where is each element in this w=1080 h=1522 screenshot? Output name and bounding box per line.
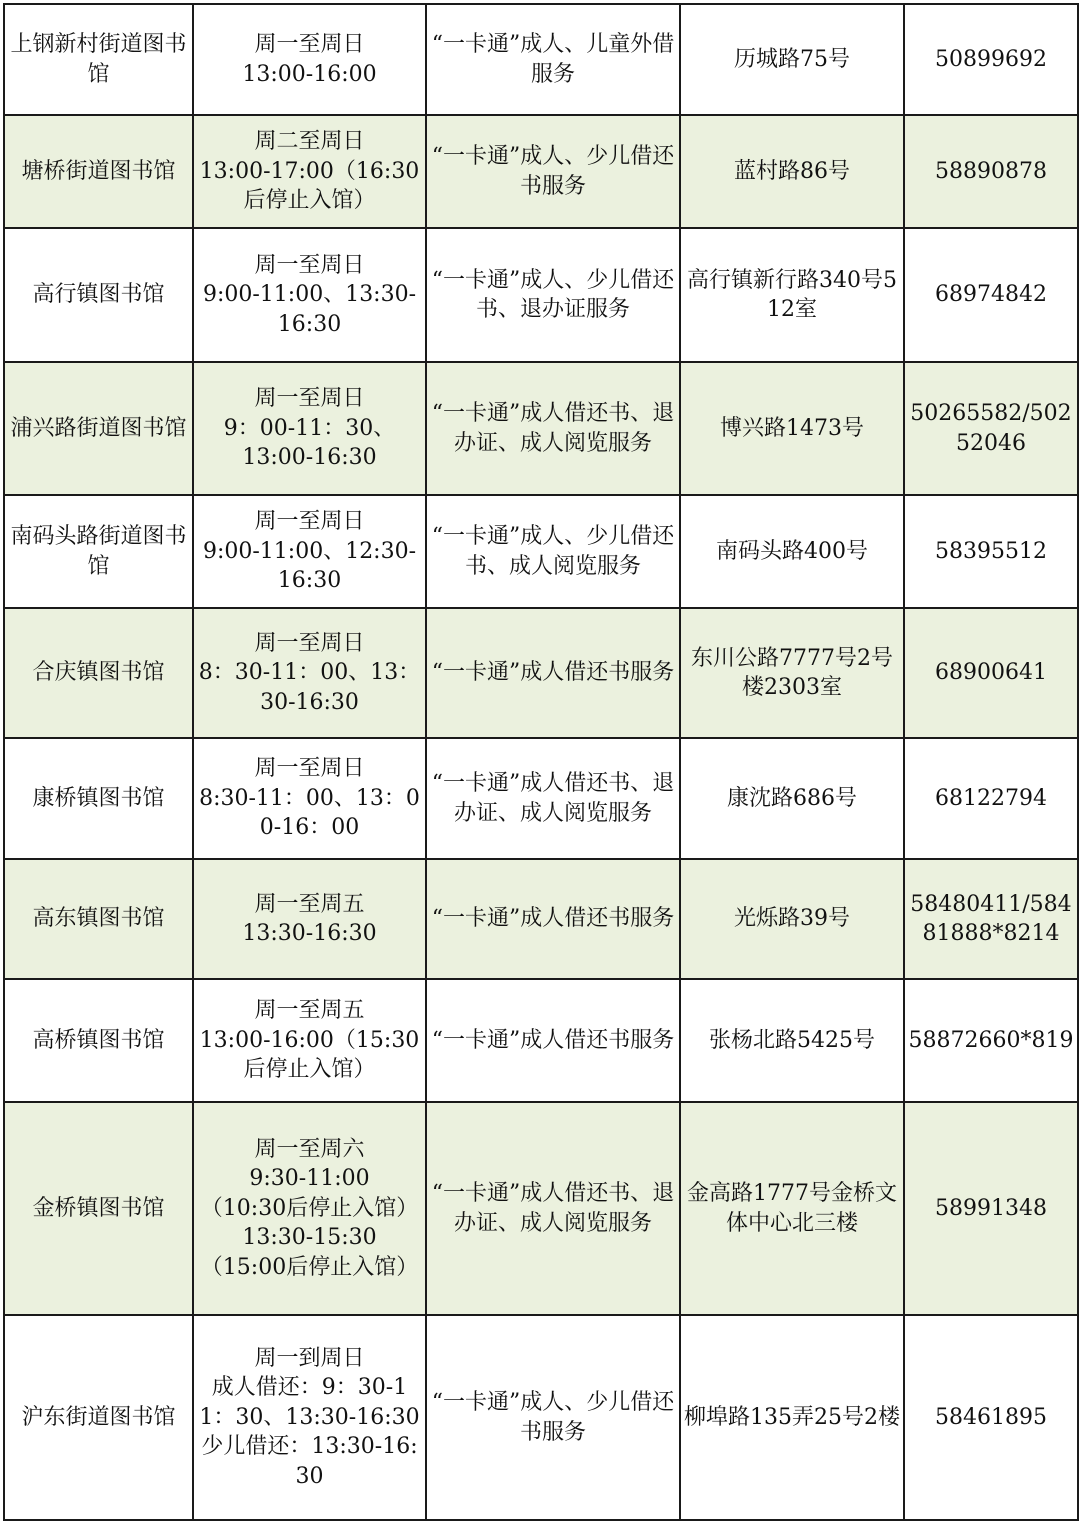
service-scope: “一卡通”成人、儿童外借服务 bbox=[426, 4, 680, 115]
library-address: 张杨北路5425号 bbox=[680, 979, 904, 1102]
table-row bbox=[4, 738, 1078, 859]
service-scope: “一卡通”成人、少儿借还书、退办证服务 bbox=[426, 228, 680, 362]
service-scope: “一卡通”成人借还书服务 bbox=[426, 859, 680, 979]
phone-number: 50899692 bbox=[904, 4, 1078, 115]
library-address: 南码头路400号 bbox=[680, 495, 904, 608]
library-address: 历城路75号 bbox=[680, 4, 904, 115]
phone-number: 58872660*819 bbox=[904, 979, 1078, 1102]
library-address: 高行镇新行路340号512室 bbox=[680, 228, 904, 362]
phone-number: 68974842 bbox=[904, 228, 1078, 362]
library-address: 东川公路7777号2号楼2303室 bbox=[680, 608, 904, 738]
library-name: 高行镇图书馆 bbox=[4, 228, 193, 362]
opening-hours: 周一至周日 9:00-11:00、12:30-16:30 bbox=[193, 495, 426, 608]
library-schedule-table bbox=[3, 3, 1079, 1521]
library-name: 上钢新村街道图书馆 bbox=[4, 4, 193, 115]
phone-number: 50265582/50252046 bbox=[904, 362, 1078, 495]
table-row bbox=[4, 115, 1078, 228]
opening-hours: 周一至周日 9：00-11：30、 13:00-16:30 bbox=[193, 362, 426, 495]
phone-number: 68900641 bbox=[904, 608, 1078, 738]
library-address: 康沈路686号 bbox=[680, 738, 904, 859]
table-row bbox=[4, 1102, 1078, 1315]
library-name: 康桥镇图书馆 bbox=[4, 738, 193, 859]
service-scope: “一卡通”成人借还书、退办证、成人阅览服务 bbox=[426, 738, 680, 859]
table-row bbox=[4, 608, 1078, 738]
library-name: 合庆镇图书馆 bbox=[4, 608, 193, 738]
phone-number: 68122794 bbox=[904, 738, 1078, 859]
opening-hours: 周一至周六 9:30-11:00 （10:30后停止入馆） 13:30-15:30 （15:00后停止入馆） bbox=[193, 1102, 426, 1315]
phone-number: 58395512 bbox=[904, 495, 1078, 608]
library-address: 蓝村路86号 bbox=[680, 115, 904, 228]
table-row bbox=[4, 362, 1078, 495]
opening-hours: 周一至周日 9:00-11:00、13:30-16:30 bbox=[193, 228, 426, 362]
service-scope: “一卡通”成人借还书服务 bbox=[426, 608, 680, 738]
library-name: 南码头路街道图书馆 bbox=[4, 495, 193, 608]
table-row bbox=[4, 1315, 1078, 1520]
opening-hours: 周二至周日 13:00-17:00（16:30后停止入馆） bbox=[193, 115, 426, 228]
opening-hours: 周一至周日 8:30-11：00、13：00-16：00 bbox=[193, 738, 426, 859]
library-address: 柳埠路135弄25号2楼 bbox=[680, 1315, 904, 1520]
opening-hours: 周一至周日 13:00-16:00 bbox=[193, 4, 426, 115]
table-row bbox=[4, 495, 1078, 608]
opening-hours: 周一至周日 8：30-11：00、13：30-16:30 bbox=[193, 608, 426, 738]
phone-number: 58480411/58481888*8214 bbox=[904, 859, 1078, 979]
phone-number: 58461895 bbox=[904, 1315, 1078, 1520]
library-name: 高东镇图书馆 bbox=[4, 859, 193, 979]
library-name: 金桥镇图书馆 bbox=[4, 1102, 193, 1315]
library-name: 塘桥街道图书馆 bbox=[4, 115, 193, 228]
phone-number: 58991348 bbox=[904, 1102, 1078, 1315]
opening-hours: 周一至周五 13:00-16:00（15:30后停止入馆） bbox=[193, 979, 426, 1102]
library-address: 光烁路39号 bbox=[680, 859, 904, 979]
opening-hours: 周一至周五 13:30-16:30 bbox=[193, 859, 426, 979]
library-address: 金高路1777号金桥文体中心北三楼 bbox=[680, 1102, 904, 1315]
service-scope: “一卡通”成人、少儿借还书、成人阅览服务 bbox=[426, 495, 680, 608]
library-name: 浦兴路街道图书馆 bbox=[4, 362, 193, 495]
table-row bbox=[4, 4, 1078, 115]
table-row bbox=[4, 979, 1078, 1102]
service-scope: “一卡通”成人借还书、退办证、成人阅览服务 bbox=[426, 362, 680, 495]
service-scope: “一卡通”成人、少儿借还书服务 bbox=[426, 115, 680, 228]
service-scope: “一卡通”成人借还书服务 bbox=[426, 979, 680, 1102]
service-scope: “一卡通”成人借还书、退办证、成人阅览服务 bbox=[426, 1102, 680, 1315]
library-address: 博兴路1473号 bbox=[680, 362, 904, 495]
phone-number: 58890878 bbox=[904, 115, 1078, 228]
opening-hours: 周一到周日 成人借还：9：30-11：30、13:30-16:30 少儿借还：13:30-16:30 bbox=[193, 1315, 426, 1520]
table-row bbox=[4, 228, 1078, 362]
library-name: 高桥镇图书馆 bbox=[4, 979, 193, 1102]
library-name: 沪东街道图书馆 bbox=[4, 1315, 193, 1520]
table-row bbox=[4, 859, 1078, 979]
service-scope: “一卡通”成人、少儿借还书服务 bbox=[426, 1315, 680, 1520]
